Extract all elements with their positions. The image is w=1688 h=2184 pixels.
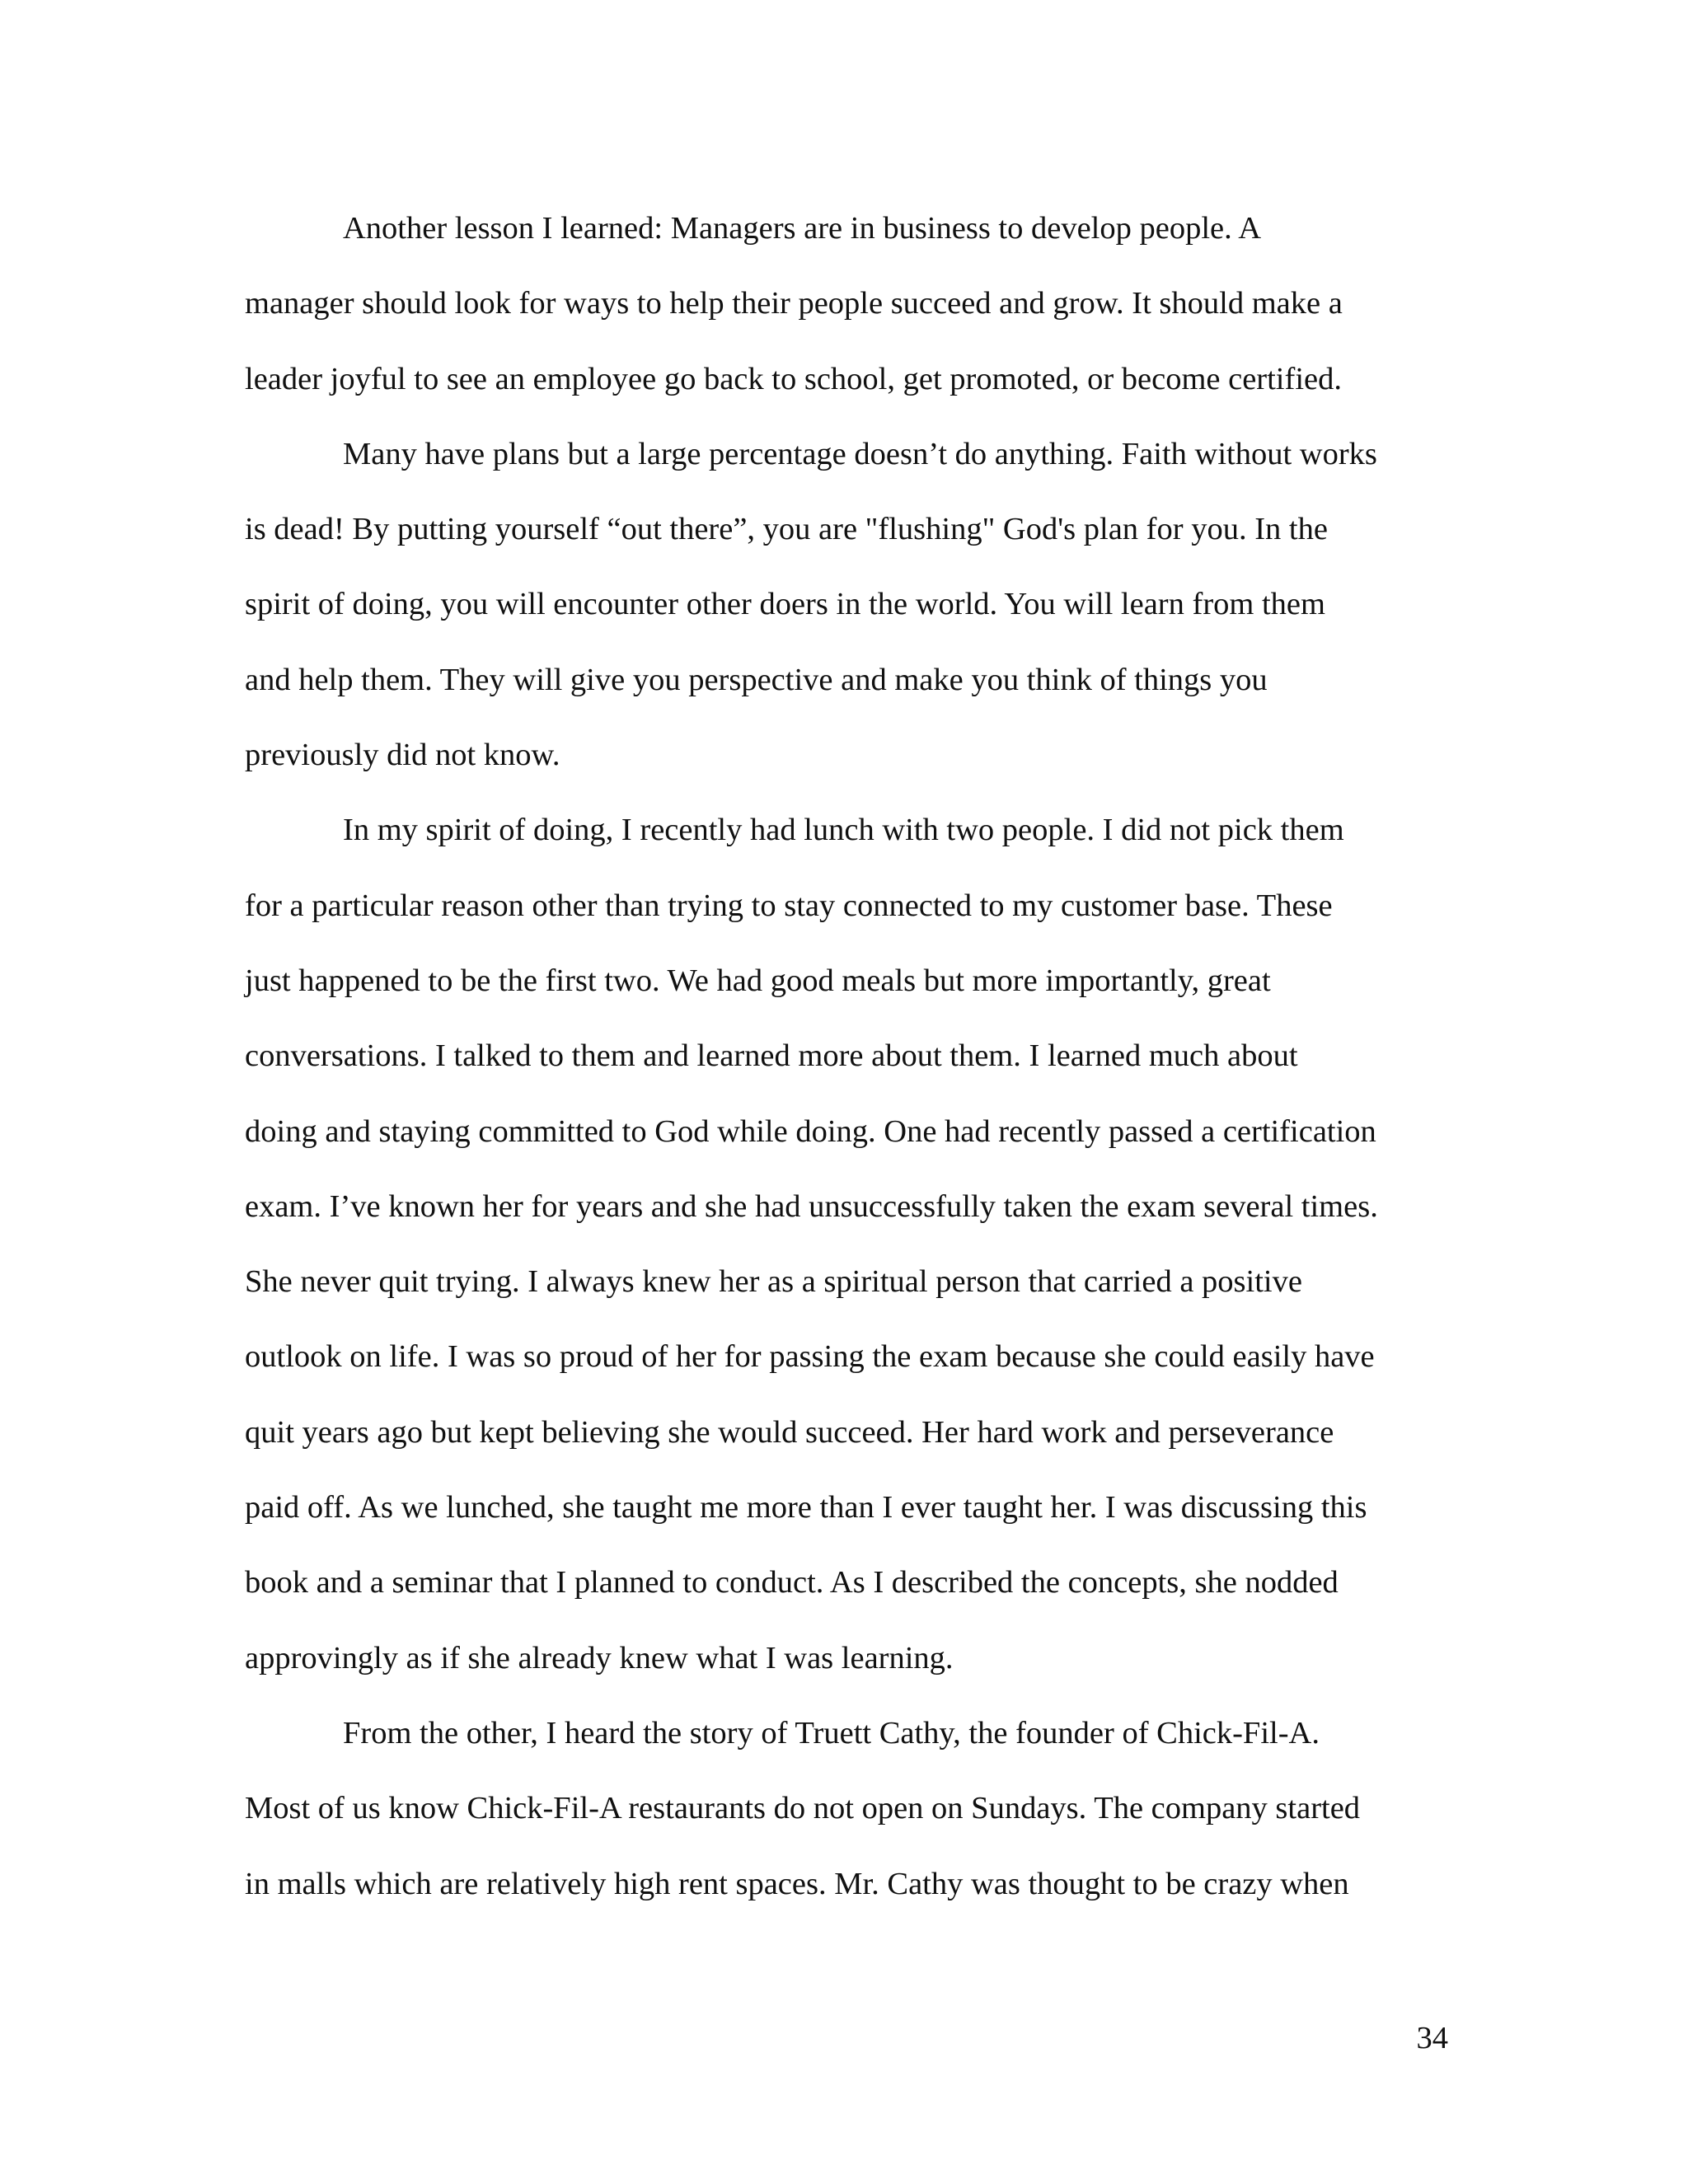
text-line: She never quit trying. I always knew her as a spiritual person that carried a positive [245, 1264, 1302, 1300]
text-line: and help them. They will give you perspective and make you think of things you [245, 662, 1268, 697]
paragraph-first-line: From the other, I heard the story of Truett Cathy, the founder of Chick-Fil-A. [343, 1715, 1320, 1750]
text-line: doing and staying committed to God while doing. One had recently passed a certification [245, 1113, 1376, 1149]
text-line: for a particular reason other than trying to stay connected to my customer base. These [245, 888, 1333, 923]
text-line: manager should look for ways to help their people succeed and grow. It should make a [245, 286, 1343, 321]
text-line: Most of us know Chick-Fil-A restaurants do not open on Sundays. The company started [245, 1791, 1361, 1826]
paragraph-first-line: Many have plans but a large percentage doesn’t do anything. Faith without works [343, 436, 1377, 471]
text-line: exam. I’ve known her for years and she had unsuccessfully taken the exam several times. [245, 1188, 1378, 1224]
body-text [245, 191, 1448, 1922]
text-line: leader joyful to see an employee go back to school, get promoted, or become certified. [245, 361, 1342, 396]
text-line: outlook on life. I was so proud of her for passing the exam because she could easily have [245, 1339, 1375, 1375]
paragraph-first-line: Another lesson I learned: Managers are in business to develop people. A [343, 211, 1262, 246]
text-line: paid off. As we lunched, she taught me more than I ever taught her. I was discussing this [245, 1490, 1367, 1526]
text-line: previously did not know. [245, 738, 560, 773]
text-line: book and a seminar that I planned to conduct. As I described the concepts, she nodded [245, 1565, 1339, 1601]
text-line: just happened to be the first two. We had good meals but more importantly, great [245, 963, 1271, 998]
paragraph-first-line: In my spirit of doing, I recently had lunch with two people. I did not pick them [343, 813, 1344, 848]
page-number: 34 [1416, 2021, 1448, 2055]
text-line: conversations. I talked to them and learned more about them. I learned much about [245, 1038, 1298, 1074]
text-line: quit years ago but kept believing she would succeed. Her hard work and perseverance [245, 1414, 1334, 1450]
text-line: is dead! By putting yourself “out there”, you are "flushing" God's plan for you. In the [245, 512, 1328, 547]
text-line: approvingly as if she already knew what I was learning. [245, 1640, 954, 1675]
text-line: in malls which are relatively high rent spaces. Mr. Cathy was thought to be crazy when [245, 1866, 1349, 1901]
text-line: spirit of doing, you will encounter other doers in the world. You will learn from them [245, 587, 1325, 622]
